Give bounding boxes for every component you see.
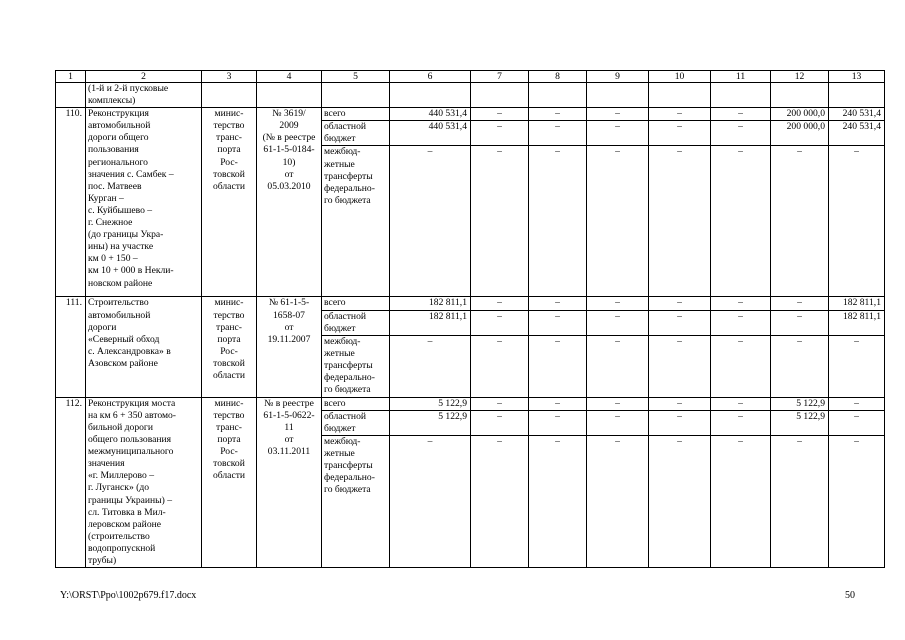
column-number: 2 bbox=[86, 71, 202, 83]
amount-cell: – bbox=[649, 397, 711, 410]
amount-cell: – bbox=[649, 108, 711, 121]
amount-cell: – bbox=[711, 436, 771, 568]
amount-cell: – bbox=[529, 146, 587, 297]
amount-cell: 5 122,9 bbox=[390, 410, 471, 435]
column-number: 13 bbox=[829, 71, 885, 83]
funding-source: областной бюджет bbox=[322, 410, 390, 435]
empty-cell bbox=[322, 83, 390, 108]
amount-cell: 182 811,1 bbox=[829, 297, 885, 310]
amount-cell: – bbox=[471, 146, 529, 297]
funding-source: межбюд- жетные трансферты федерально- го бюджета bbox=[322, 335, 390, 397]
amount-cell: 240 531,4 bbox=[829, 121, 885, 146]
amount-cell: 440 531,4 bbox=[390, 108, 471, 121]
amount-cell: – bbox=[587, 335, 649, 397]
funding-source: межбюд- жетные трансферты федерально- го бюджета bbox=[322, 436, 390, 568]
empty-cell bbox=[829, 83, 885, 108]
funding-source: областной бюджет bbox=[322, 121, 390, 146]
empty-cell bbox=[202, 83, 257, 108]
project-name: Реконструкция автомобильной дороги общего пользования регионального значения с. Самбек – пос. Матвеев Курган – с. Куйбышево – г. Снежное (до границы Укра- ины) на участке км 0 + 150 – км 10 + 000 в Некли- новском районе bbox=[86, 108, 202, 297]
file-path-footer: Y:\ORST\Ppo\1002p679.f17.docx bbox=[60, 590, 197, 601]
amount-cell: – bbox=[587, 436, 649, 568]
column-number: 11 bbox=[711, 71, 771, 83]
amount-cell: – bbox=[711, 297, 771, 310]
amount-cell: – bbox=[711, 108, 771, 121]
amount-cell: – bbox=[711, 397, 771, 410]
amount-cell: – bbox=[711, 410, 771, 435]
continuation-text: (1-й и 2-й пусковые комплексы) bbox=[86, 83, 202, 108]
amount-cell: – bbox=[771, 436, 829, 568]
amount-cell: – bbox=[649, 410, 711, 435]
column-number: 7 bbox=[471, 71, 529, 83]
amount-cell: – bbox=[529, 310, 587, 335]
entry-number: 111. bbox=[56, 297, 86, 397]
amount-cell: – bbox=[829, 146, 885, 297]
amount-cell: – bbox=[529, 410, 587, 435]
amount-cell: – bbox=[529, 397, 587, 410]
empty-cell bbox=[471, 83, 529, 108]
amount-cell: – bbox=[471, 436, 529, 568]
amount-cell: 182 811,1 bbox=[390, 297, 471, 310]
table-row bbox=[56, 397, 885, 410]
column-number: 10 bbox=[649, 71, 711, 83]
amount-cell: – bbox=[711, 121, 771, 146]
table-row bbox=[56, 297, 885, 310]
amount-cell: – bbox=[390, 436, 471, 568]
funding-source: всего bbox=[322, 397, 390, 410]
program-table bbox=[55, 70, 885, 568]
amount-cell: – bbox=[529, 121, 587, 146]
column-number: 1 bbox=[56, 71, 86, 83]
amount-cell: 5 122,9 bbox=[771, 410, 829, 435]
amount-cell: – bbox=[711, 146, 771, 297]
amount-cell: – bbox=[771, 146, 829, 297]
amount-cell: 440 531,4 bbox=[390, 121, 471, 146]
amount-cell: – bbox=[829, 410, 885, 435]
amount-cell: 240 531,4 bbox=[829, 108, 885, 121]
amount-cell: – bbox=[471, 121, 529, 146]
empty-cell bbox=[587, 83, 649, 108]
table-row bbox=[56, 108, 885, 121]
responsible-org: минис- терство транс- порта Рос- товской области bbox=[202, 108, 257, 297]
column-number: 8 bbox=[529, 71, 587, 83]
amount-cell: – bbox=[711, 310, 771, 335]
amount-cell: – bbox=[529, 297, 587, 310]
empty-cell bbox=[257, 83, 322, 108]
column-number: 5 bbox=[322, 71, 390, 83]
amount-cell: 182 811,1 bbox=[390, 310, 471, 335]
amount-cell: – bbox=[711, 335, 771, 397]
funding-source: всего bbox=[322, 297, 390, 310]
column-number: 12 bbox=[771, 71, 829, 83]
funding-source: всего bbox=[322, 108, 390, 121]
amount-cell: – bbox=[471, 397, 529, 410]
amount-cell: – bbox=[390, 335, 471, 397]
responsible-org: минис- терство транс- порта Рос- товской области bbox=[202, 297, 257, 397]
amount-cell: 5 122,9 bbox=[771, 397, 829, 410]
column-number: 9 bbox=[587, 71, 649, 83]
amount-cell: – bbox=[649, 310, 711, 335]
column-number-row bbox=[56, 71, 885, 83]
project-name: Реконструкция моста на км 6 + 350 автомо- бильной дороги общего пользования межмуниципального значения «г. Миллерово – г. Луганск» (до границы Украины) – сл. Титовка в Мил- леровском районе (строительство водопропускной трубы) bbox=[86, 397, 202, 567]
column-number: 4 bbox=[257, 71, 322, 83]
amount-cell: – bbox=[829, 335, 885, 397]
amount-cell: – bbox=[649, 297, 711, 310]
funding-source: межбюд- жетные трансферты федерально- го бюджета bbox=[322, 146, 390, 297]
amount-cell: – bbox=[529, 335, 587, 397]
amount-cell: 182 811,1 bbox=[829, 310, 885, 335]
amount-cell: – bbox=[587, 310, 649, 335]
amount-cell: 5 122,9 bbox=[390, 397, 471, 410]
amount-cell: – bbox=[587, 410, 649, 435]
amount-cell: – bbox=[771, 297, 829, 310]
continuation-row bbox=[56, 83, 885, 108]
project-name: Строительство автомобильной дороги «Северный обход с. Александровка» в Азовском районе bbox=[86, 297, 202, 397]
empty-cell bbox=[711, 83, 771, 108]
empty-cell bbox=[390, 83, 471, 108]
entry-number: 112. bbox=[56, 397, 86, 567]
amount-cell: – bbox=[529, 108, 587, 121]
amount-cell: – bbox=[390, 146, 471, 297]
amount-cell: 200 000,0 bbox=[771, 108, 829, 121]
column-number: 6 bbox=[390, 71, 471, 83]
entry-number: 110. bbox=[56, 108, 86, 297]
amount-cell: – bbox=[471, 310, 529, 335]
empty-cell bbox=[529, 83, 587, 108]
amount-cell: – bbox=[649, 146, 711, 297]
amount-cell: – bbox=[649, 335, 711, 397]
document-reference: № в реестре 61-1-5-0622- 11 от 03.11.2011 bbox=[257, 397, 322, 567]
funding-source: областной бюджет bbox=[322, 310, 390, 335]
responsible-org: минис- терство транс- порта Рос- товской области bbox=[202, 397, 257, 567]
amount-cell: – bbox=[587, 297, 649, 310]
amount-cell: – bbox=[587, 121, 649, 146]
amount-cell: – bbox=[471, 335, 529, 397]
amount-cell: – bbox=[771, 310, 829, 335]
amount-cell: – bbox=[587, 108, 649, 121]
empty-cell bbox=[649, 83, 711, 108]
amount-cell: – bbox=[529, 436, 587, 568]
amount-cell: – bbox=[649, 121, 711, 146]
amount-cell: – bbox=[771, 335, 829, 397]
amount-cell: – bbox=[587, 146, 649, 297]
amount-cell: – bbox=[471, 410, 529, 435]
amount-cell: 200 000,0 bbox=[771, 121, 829, 146]
page-number: 50 bbox=[845, 590, 855, 601]
amount-cell: – bbox=[471, 297, 529, 310]
empty-cell bbox=[56, 83, 86, 108]
amount-cell: – bbox=[587, 397, 649, 410]
column-number: 3 bbox=[202, 71, 257, 83]
amount-cell: – bbox=[649, 436, 711, 568]
amount-cell: – bbox=[829, 397, 885, 410]
amount-cell: – bbox=[471, 108, 529, 121]
empty-cell bbox=[771, 83, 829, 108]
document-reference: № 61-1-5- 1658-07 от 19.11.2007 bbox=[257, 297, 322, 397]
document-reference: № 3619/ 2009 (№ в реестре 61-1-5-0184- 10) от 05.03.2010 bbox=[257, 108, 322, 297]
amount-cell: – bbox=[829, 436, 885, 568]
